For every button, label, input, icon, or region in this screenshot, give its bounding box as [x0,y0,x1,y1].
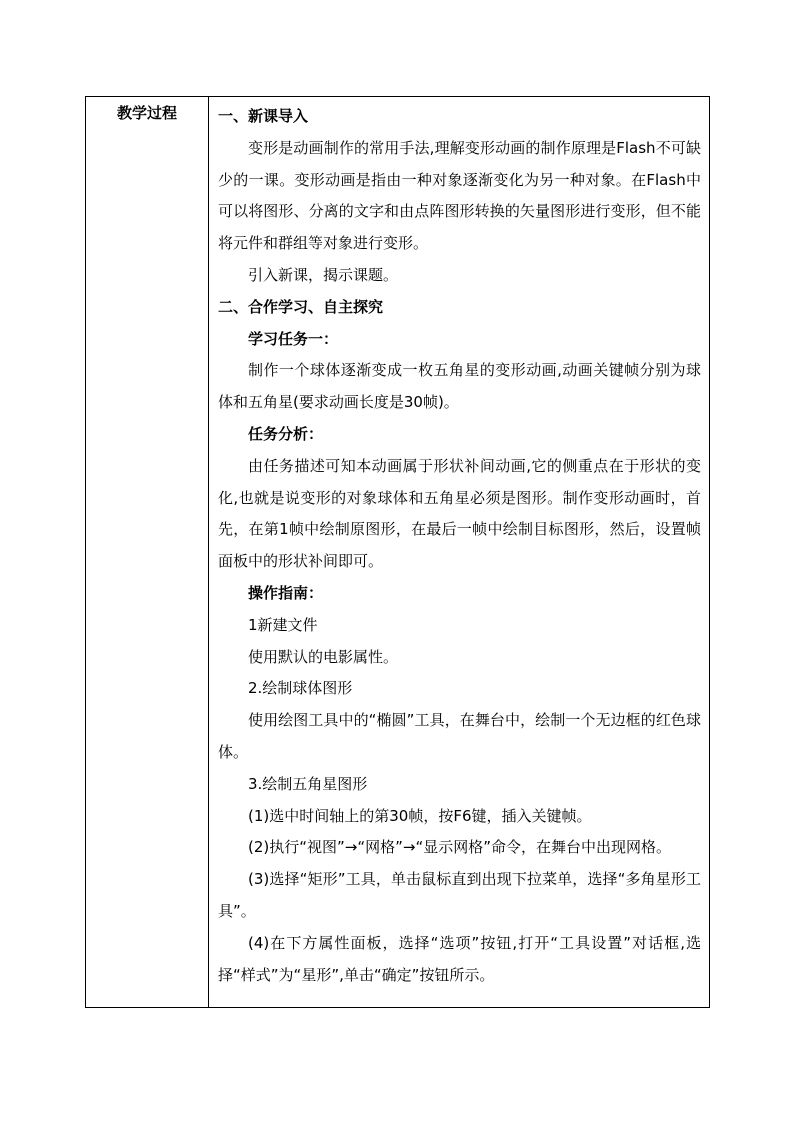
step-star-sub-1: (1)选中时间轴上的第30帧，按F6键，插入关键帧。 [248,806,592,825]
paragraph-task-analysis: 由任务描述可知本动画属于形状补间动画,它的侧重点在于形状的变化,也就是说变形的对象球体和五角星必须是图形。制作变形动画时，首先，在第1帧中绘制原图形，在最后一帧中绘制目标图形，然后，设置帧面板中的形状补间即可。 [218,456,701,571]
section-heading-intro: 一、新课导入 [218,107,309,125]
step-draw-sphere-detail: 使用绘图工具中的“椭圆”工具，在舞台中，绘制一个无边框的红色球体。 [218,711,701,761]
step-draw-sphere: 2.绘制球体图形 [248,679,353,698]
row-label: 教学过程 [116,104,177,122]
row-label-cell [86,97,209,1007]
step-star-sub-4: (4)在下方属性面板，选择“选项”按钮,打开“工具设置”对话框,选择“样式”为“星形”,单击“确定”按钮所示。 [218,933,701,984]
step-draw-star: 3.绘制五角星图形 [248,774,368,793]
section-heading-cooperative-learning: 二、合作学习、自主探究 [218,297,384,316]
content-cell [209,97,709,1007]
step-star-sub-2: (2)执行“视图”→“网格”→“显示网格”命令，在舞台中出现网格。 [248,838,672,857]
subheading-operation-guide: 操作指南： [248,583,324,602]
paragraph-new-lesson: 引入新课，揭示课题。 [248,265,399,284]
subheading-task-analysis: 任务分析： [248,424,324,443]
step-star-sub-3: (3)选择“矩形”工具，单击鼠标直到出现下拉菜单，选择“多角星形工具”。 [218,870,701,920]
paragraph-intro: 变形是动画制作的常用手法,理解变形动画的制作原理是Flash不可缺少的一课。变形动画是指由一种对象逐渐变化为另一种对象。在Flash中可以将图形、分离的文字和由点阵图形转换的矢量图形进行变形，但不能将元件和群组等对象进行变形。 [218,138,701,253]
lesson-table [85,96,710,1008]
step-new-file-detail: 使用默认的电影属性。 [248,647,399,666]
paragraph-task-description: 制作一个球体逐渐变成一枚五角星的变形动画,动画关键帧分别为球体和五角星(要求动画长度是30帧)。 [218,361,701,412]
subheading-task-one: 学习任务一： [248,329,339,348]
step-new-file: 1新建文件 [248,615,318,634]
